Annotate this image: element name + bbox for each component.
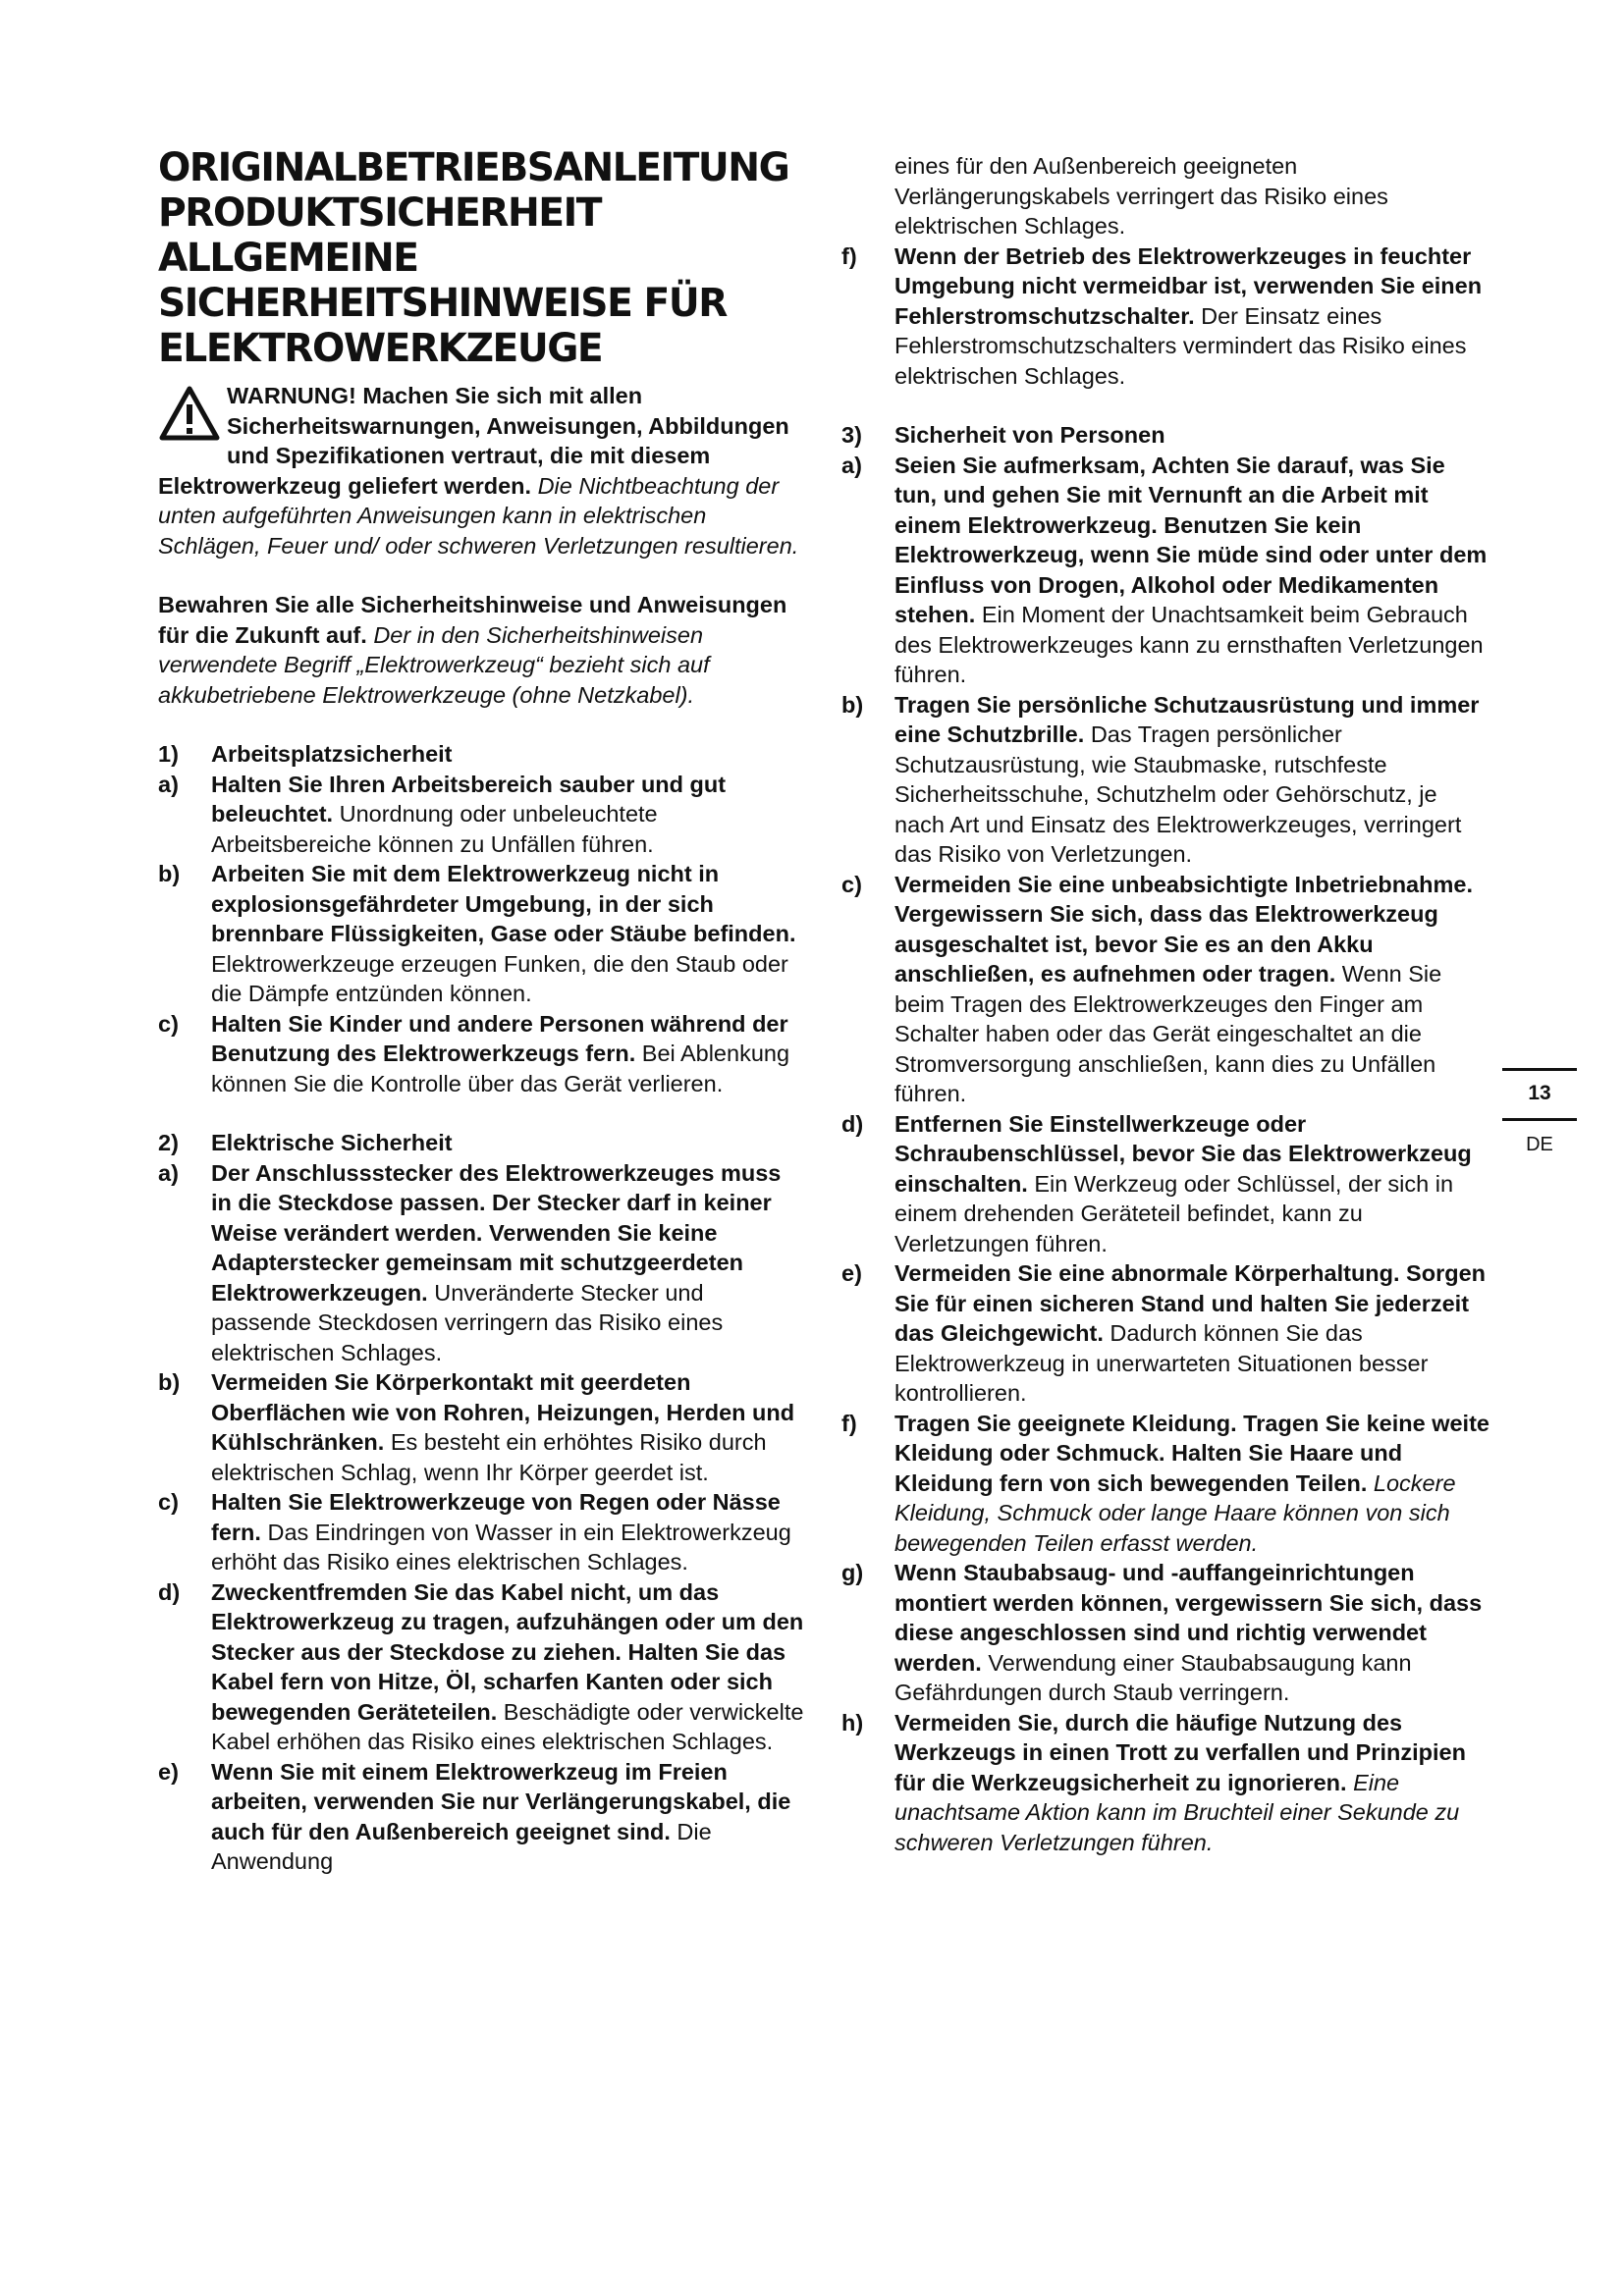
section-heading-1: 1) Arbeitsplatzsicherheit <box>158 741 453 767</box>
warning-paragraph <box>158 381 806 561</box>
warning-bold-text: WARNUNG! Machen Sie sich mit allen Sicherheitswarnungen, Anweisungen, Abbildungen und Spezifikationen vertraut, die mit diesem Elektrowerkzeug geliefert werden. <box>158 383 789 499</box>
list-item-1b: b) Arbeiten Sie mit dem Elektrowerkzeug nicht in explosionsgefährdeter Umgebung, in der sich brennbare Flüssigkeiten, Gase oder Stäube befinden. Elektrowerkzeuge erzeugen Funken, die den Staub oder die Dämpfe entzünden können. <box>158 861 796 1006</box>
list-item-2d: d) Zweckentfremden Sie das Kabel nicht, um das Elektrowerkzeug zu tragen, aufzuhängen oder um den Stecker aus der Steckdose zu ziehen. Halten Sie das Kabel fern von Hitze, Öl, scharfen Kanten oder sich bewegenden Geräteteilen. Beschädigte oder verwickelte Kabel erhöhen das Risiko eines elektrischen Schlages. <box>158 1578 804 1754</box>
title-line: ORIGINALBETRIEBSANLEITUNG <box>158 145 789 190</box>
page-title <box>158 145 793 371</box>
list-item-1c: c) Halten Sie Kinder und andere Personen während der Benutzung des Elektrowerkzeugs fern. Bei Ablenkung können Sie die Kontrolle über das Gerät verlieren. <box>158 1010 790 1096</box>
list-item-2b: b) Vermeiden Sie Körperkontakt mit geerdeten Oberflächen wie von Rohren, Heizungen, Herden und Kühlschränken. Es besteht ein erhöhtes Risiko durch elektrischen Schlag, wenn Ihr Körper geerdet ist. <box>158 1369 795 1485</box>
list-item-1a: a) Halten Sie Ihren Arbeitsbereich sauber und gut beleuchtet. Unordnung oder unbeleuchtete Arbeitsbereiche können zu Unfällen führen. <box>158 771 727 857</box>
page-number: 13 <box>1528 1082 1551 1104</box>
list-item-3c: c) Vermeiden Sie eine unbeabsichtigte Inbetriebnahme. Vergewissern Sie sich, dass das Elektrowerkzeug ausgeschaltet ist, bevor Sie es an den Akku anschließen, es aufnehmen oder tragen. Wenn Sie beim Tragen des Elektrowerkzeuges den Finger am Schalter haben oder das Gerät eingeschaltet an die Stromversorgung anschließen, kann dies zu Unfällen führen. <box>841 871 1473 1106</box>
side-rule-bottom <box>1502 1118 1577 1121</box>
section-heading-2: 2) Elektrische Sicherheit <box>158 1130 453 1155</box>
title-line: SICHERHEITSHINWEISE FÜR <box>158 281 727 326</box>
list-item-3d: d) Entfernen Sie Einstellwerkzeuge oder Schraubenschlüssel, bevor Sie das Elektrowerkzeug einschalten. Ein Werkzeug oder Schlüssel, der sich in einem drehenden Geräteteil befindet, kann zu Verletzungen führen. <box>841 1110 1472 1256</box>
list-item-3b: b) Tragen Sie persönliche Schutzausrüstung und immer eine Schutzbrille. Das Tragen persönlicher Schutzausrüstung, wie Staubmaske, rutschfeste Sicherheitsschuhe, Schutzhelm oder Gehörschutz, je nach Art und Einsatz des Elektrowerkzeuges, verringert das Risiko von Verletzungen. <box>841 691 1480 867</box>
side-rule-top <box>1502 1068 1577 1071</box>
title-line: PRODUKTSICHERHEIT <box>158 190 601 236</box>
title-line: ELEKTROWERKZEUGE <box>158 326 603 371</box>
keep-italic-text: Der in den Sicherheitshinweisen verwendete Begriff „Elektrowerkzeug“ bezieht sich auf akkubetriebene Elektrowerkzeuge (ohne Netzkabel). <box>158 621 710 708</box>
list-item-3a: a) Seien Sie aufmerksam, Achten Sie darauf, was Sie tun, und gehen Sie mit Vernunft an die Arbeit mit einem Elektrowerkzeug. Benutzen Sie kein Elektrowerkzeug, wenn Sie müde sind oder unter dem Einfluss von Drogen, Alkohol oder Medikamenten stehen. Ein Moment der Unachtsamkeit beim Gebrauch des Elektrowerkzeuges kann zu ernsthaften Verletzungen führen. <box>841 452 1488 687</box>
warning-italic-text: Die Nichtbeachtung der unten aufgeführten Anweisungen kann in elektrischen Schlägen, Feuer und/ oder schweren Verletzungen resultieren. <box>158 472 799 559</box>
list-item-2e-continued: eines für den Außenbereich geeigneten Verlängerungskabels verringert das Risiko eines elektrischen Schlages. <box>894 153 1388 239</box>
side-tab <box>1502 1068 1577 1158</box>
title-line: ALLGEMEINE <box>158 236 418 281</box>
section-heading-3: 3) Sicherheit von Personen <box>841 422 1165 448</box>
list-item-3g: g) Wenn Staubabsaug- und -auffangeinrichtungen montiert werden können, vergewissern Sie sich, dass diese angeschlossen sind und richtig verwendet werden. Verwendung einer Staubabsaugung kann Gefährdungen durch Staub verringern. <box>841 1560 1483 1705</box>
keep-bold-text: Bewahren Sie alle Sicherheitshinweise und Anweisungen für die Zukunft auf. <box>158 592 787 648</box>
left-column <box>158 145 806 1877</box>
list-item-2f: f) Wenn der Betrieb des Elektrowerkzeuges in feuchter Umgebung nicht vermeidbar ist, verwenden Sie einen Fehlerstromschutzschalter. Der Einsatz eines Fehlerstromschutzschalters vermindert das Risiko eines elektrischen Schlages. <box>841 242 1483 389</box>
list-item-2c: c) Halten Sie Elektrowerkzeuge von Regen oder Nässe fern. Das Eindringen von Wasser in ein Elektrowerkzeug erhöht das Risiko eines elektrischen Schlages. <box>158 1489 791 1575</box>
list-item-3f: f) Tragen Sie geeignete Kleidung. Tragen Sie keine weite Kleidung oder Schmuck. Halten Sie Haare und Kleidung fern von sich bewegenden Teilen. Lockere Kleidung, Schmuck oder lange Haare können von sich bewegenden Teilen erfasst werden. <box>841 1410 1489 1556</box>
list-item-3h: h) Vermeiden Sie, durch die häufige Nutzung des Werkzeugs in einen Trott zu verfallen und Prinzipien für die Werkzeugsicherheit zu ignorieren. Eine unachtsame Aktion kann im Bruchteil einer Sekunde zu schweren Verletzungen führen. <box>841 1709 1466 1855</box>
keep-instructions-paragraph <box>158 590 806 710</box>
right-column <box>841 151 1489 1857</box>
list-item-2a: a) Der Anschlussstecker des Elektrowerkzeuges muss in die Steckdose passen. Der Stecker darf in keiner Weise verändert werden. Verwenden Sie keine Adapterstecker gemeinsam mit schutzgeerdeten Elektrowerkzeugen. Unveränderte Stecker und passende Steckdosen verringern das Risiko eines elektrischen Schlages. <box>158 1159 782 1365</box>
language-code: DE <box>1526 1134 1553 1155</box>
warning-triangle-icon <box>158 385 221 442</box>
list-item-2e: e) Wenn Sie mit einem Elektrowerkzeug im Freien arbeiten, verwenden Sie nur Verlängerungskabel, die auch für den Außenbereich geeignet sind. Die Anwendung <box>158 1758 791 1874</box>
list-item-3e: e) Vermeiden Sie eine abnormale Körperhaltung. Sorgen Sie für einen sicheren Stand und halten Sie jederzeit das Gleichgewicht. Dadurch können Sie das Elektrowerkzeug in unerwarteten Situationen besser kontrollieren. <box>841 1260 1487 1406</box>
